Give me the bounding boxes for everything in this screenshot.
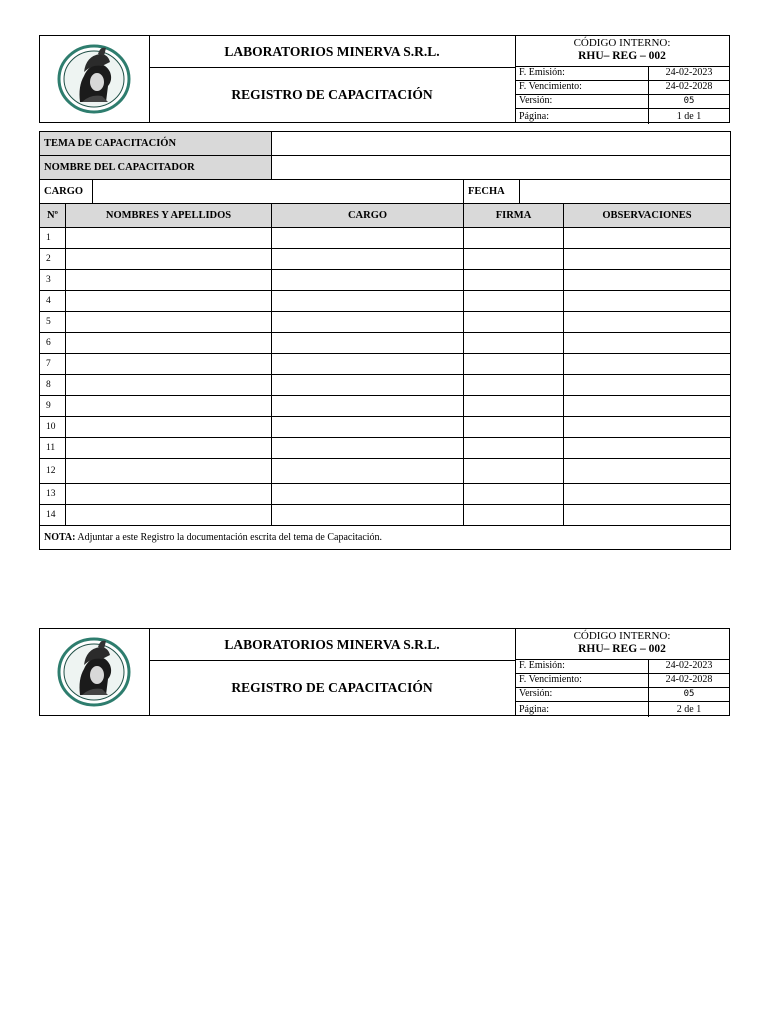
observaciones-cell[interactable] (564, 333, 731, 354)
nombres-cell[interactable] (66, 484, 272, 505)
vencimiento-label: F. Vencimiento: (515, 81, 649, 94)
firma-cell[interactable] (464, 354, 564, 375)
row-number: 3 (40, 270, 66, 291)
internal-code-value: RHU– REG – 002 (578, 643, 666, 655)
vencimiento-label: F. Vencimiento: (515, 674, 649, 687)
row-number: 11 (40, 438, 66, 459)
firma-cell[interactable] (464, 484, 564, 505)
observaciones-cell[interactable] (564, 417, 731, 438)
pagina-label: Página: (515, 109, 649, 124)
tema-label: TEMA DE CAPACITACIÓN (40, 132, 272, 156)
cargo-cell[interactable] (272, 396, 464, 417)
nombres-cell[interactable] (66, 312, 272, 333)
column-header-nombres: NOMBRES Y APELLIDOS (66, 204, 272, 228)
nombres-cell[interactable] (66, 438, 272, 459)
cargo-cell[interactable] (272, 375, 464, 396)
firma-cell[interactable] (464, 228, 564, 249)
pagina-label: Página: (515, 702, 649, 717)
internal-code (515, 629, 729, 660)
table-row (40, 417, 731, 438)
observaciones-cell[interactable] (564, 354, 731, 375)
observaciones-cell[interactable] (564, 312, 731, 333)
column-header-firma: FIRMA (464, 204, 564, 228)
internal-code-label: CÓDIGO INTERNO: (573, 630, 671, 642)
version-value: 05 (683, 96, 695, 106)
cargo-cell[interactable] (272, 291, 464, 312)
document-title: REGISTRO DE CAPACITACIÓN (231, 87, 433, 102)
firma-cell[interactable] (464, 375, 564, 396)
cargo-cell[interactable] (272, 249, 464, 270)
cargo-cell[interactable] (272, 417, 464, 438)
table-row (40, 484, 731, 505)
minerva-logo-icon (40, 629, 149, 715)
document-header-page-1 (39, 35, 730, 123)
cargo-input[interactable] (93, 180, 464, 204)
observaciones-cell[interactable] (564, 228, 731, 249)
emision-label: F. Emisión: (515, 67, 649, 80)
observaciones-cell[interactable] (564, 375, 731, 396)
row-number: 7 (40, 354, 66, 375)
table-row (40, 312, 731, 333)
table-row (40, 291, 731, 312)
fecha-input[interactable] (520, 180, 731, 204)
version-label: Versión: (515, 95, 649, 108)
firma-cell[interactable] (464, 270, 564, 291)
row-number: 9 (40, 396, 66, 417)
nota-text: Adjuntar a este Registro la documentación escrita del tema de Capacitación. (75, 532, 383, 543)
row-number: 14 (40, 505, 66, 526)
firma-cell[interactable] (464, 333, 564, 354)
document-header-page-2 (39, 628, 730, 716)
version-row (515, 95, 729, 109)
table-row (40, 459, 731, 484)
row-number: 1 (40, 228, 66, 249)
firma-cell[interactable] (464, 396, 564, 417)
table-row (40, 375, 731, 396)
emision-label: F. Emisión: (515, 660, 649, 673)
row-number: 2 (40, 249, 66, 270)
nota-label: NOTA: (44, 532, 76, 543)
vencimiento-row (515, 81, 729, 95)
nombres-cell[interactable] (66, 354, 272, 375)
pagina-value: 1 de 1 (676, 111, 702, 122)
column-header-num: Nº (40, 204, 66, 228)
pagina-value: 2 de 1 (676, 704, 702, 715)
vencimiento-value: 24-02-2028 (665, 81, 713, 92)
table-row (40, 249, 731, 270)
title-cell (149, 629, 516, 715)
table-row (40, 228, 731, 249)
observaciones-cell[interactable] (564, 459, 731, 484)
firma-cell[interactable] (464, 291, 564, 312)
emision-value: 24-02-2023 (665, 660, 713, 671)
emision-row (515, 67, 729, 81)
row-number: 8 (40, 375, 66, 396)
column-header-observaciones: OBSERVACIONES (564, 204, 731, 228)
version-label: Versión: (515, 688, 649, 701)
firma-cell[interactable] (464, 249, 564, 270)
logo-cell (40, 629, 150, 715)
cargo-cell[interactable] (272, 438, 464, 459)
table-row (40, 438, 731, 459)
firma-cell[interactable] (464, 438, 564, 459)
emision-value: 24-02-2023 (665, 67, 713, 78)
internal-code (515, 36, 729, 67)
cargo-cell[interactable] (272, 312, 464, 333)
observaciones-cell[interactable] (564, 438, 731, 459)
firma-cell[interactable] (464, 459, 564, 484)
cargo-cell[interactable] (272, 228, 464, 249)
table-row (40, 354, 731, 375)
row-number: 6 (40, 333, 66, 354)
vencimiento-value: 24-02-2028 (665, 674, 713, 685)
row-number: 13 (40, 484, 66, 505)
title-cell (149, 36, 516, 122)
row-number: 4 (40, 291, 66, 312)
cargo-cell[interactable] (272, 354, 464, 375)
nota-row (40, 526, 731, 550)
document-info (515, 36, 729, 122)
observaciones-cell[interactable] (564, 396, 731, 417)
fecha-label: FECHA (464, 180, 520, 204)
firma-cell[interactable] (464, 505, 564, 526)
row-number: 5 (40, 312, 66, 333)
nombres-cell[interactable] (66, 375, 272, 396)
cargo-cell[interactable] (272, 459, 464, 484)
nombres-cell[interactable] (66, 459, 272, 484)
version-value: 05 (683, 689, 695, 699)
nombres-cell[interactable] (66, 396, 272, 417)
nombres-cell[interactable] (66, 249, 272, 270)
pagina-row (515, 109, 729, 124)
table-row (40, 505, 731, 526)
minerva-logo-icon (40, 36, 149, 122)
emision-row (515, 660, 729, 674)
row-number: 10 (40, 417, 66, 438)
capacitador-label: NOMBRE DEL CAPACITADOR (40, 156, 272, 180)
row-number: 12 (40, 459, 66, 484)
nombres-cell[interactable] (66, 505, 272, 526)
table-row (40, 396, 731, 417)
logo-cell (40, 36, 150, 122)
cargo-cell[interactable] (272, 484, 464, 505)
document-info (515, 629, 729, 715)
internal-code-value: RHU– REG – 002 (578, 50, 666, 62)
table-row (40, 270, 731, 291)
observaciones-cell[interactable] (564, 505, 731, 526)
nombres-cell[interactable] (66, 333, 272, 354)
nombres-cell[interactable] (66, 270, 272, 291)
nota-cell (40, 526, 731, 550)
observaciones-cell[interactable] (564, 484, 731, 505)
document-title: REGISTRO DE CAPACITACIÓN (231, 680, 433, 695)
nombres-cell[interactable] (66, 417, 272, 438)
nombres-cell[interactable] (66, 291, 272, 312)
internal-code-label: CÓDIGO INTERNO: (573, 37, 671, 49)
observaciones-cell[interactable] (564, 291, 731, 312)
nombres-cell[interactable] (66, 228, 272, 249)
company-name: LABORATORIOS MINERVA S.R.L. (149, 629, 515, 661)
tema-input[interactable] (272, 132, 731, 156)
observaciones-cell[interactable] (564, 249, 731, 270)
firma-cell[interactable] (464, 312, 564, 333)
training-record-grid (39, 131, 731, 550)
pagina-row (515, 702, 729, 717)
cargo-cell[interactable] (272, 333, 464, 354)
column-header-cargo: CARGO (272, 204, 464, 228)
company-name: LABORATORIOS MINERVA S.R.L. (149, 36, 515, 68)
capacitador-input[interactable] (272, 156, 731, 180)
cargo-label: CARGO (40, 180, 93, 204)
observaciones-cell[interactable] (564, 270, 731, 291)
vencimiento-row (515, 674, 729, 688)
table-row (40, 333, 731, 354)
firma-cell[interactable] (464, 417, 564, 438)
cargo-cell[interactable] (272, 270, 464, 291)
cargo-cell[interactable] (272, 505, 464, 526)
version-row (515, 688, 729, 702)
